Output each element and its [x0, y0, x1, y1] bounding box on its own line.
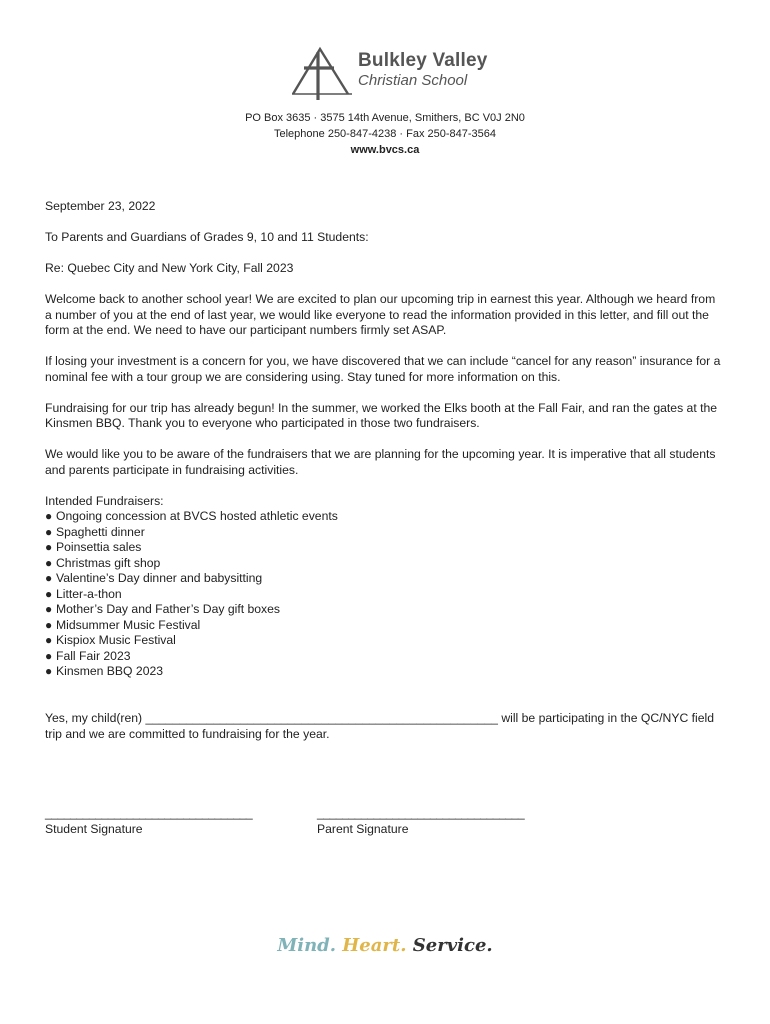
- letter-body: [45, 199, 725, 680]
- school-logo: [290, 44, 490, 102]
- bullet-icon: ●: [45, 509, 53, 523]
- bullet-icon: ●: [45, 524, 53, 539]
- list-item: ● Spaghetti dinner: [45, 524, 145, 539]
- letterhead-address-block: [0, 110, 770, 158]
- phone-fax: Telephone 250-847-4238 · Fax 250-847-3564: [274, 128, 496, 140]
- student-signature-label: Student Signature: [45, 821, 143, 836]
- bullet-icon: ●: [45, 571, 53, 585]
- student-signature-block: [45, 806, 252, 837]
- letter-date: September 23, 2022: [45, 199, 156, 213]
- postal-address: PO Box 3635 · 3575 14th Avenue, Smithers, BC V0J 2N0: [245, 112, 525, 124]
- list-item: ● Kispiox Music Festival: [45, 633, 176, 647]
- list-item: ● Mother’s Day and Father’s Day gift boxes: [45, 602, 280, 616]
- list-item: ● Kinsmen BBQ 2023: [45, 664, 164, 678]
- paragraph-welcome: Welcome back to another school year! We are excited to plan our upcoming trip in earnest this year. Although we heard from a number of you at the end of last year, we would like everyone to read the information provided in this letter, and fill out the form at the end. We need to have our participant numbers firmly set ASAP.: [45, 292, 716, 337]
- bullet-icon: ●: [45, 664, 53, 678]
- school-subtitle: Christian School: [358, 72, 468, 89]
- parent-signature-label: Parent Signature: [317, 821, 409, 836]
- paragraph-planned-fundraisers: We would like you to be aware of the fundraisers that we are planning for the upcoming year. It is imperative that all students and parents participate in fundraising activities.: [45, 447, 716, 477]
- list-item: ● Midsummer Music Festival: [45, 617, 201, 632]
- fundraisers-list-title: Intended Fundraisers:: [45, 493, 164, 508]
- bullet-icon: ●: [45, 648, 53, 663]
- paragraph-fundraising-begun: Fundraising for our trip has already begun! In the summer, we worked the Elks booth at the Fall Fair, and ran the gates at the Kinsmen BBQ. Thank you to everyone who participated in those two fundraisers.: [45, 400, 718, 430]
- parent-signature-block: [317, 806, 524, 837]
- bullet-icon: ●: [45, 555, 53, 570]
- paragraph-insurance: If losing your investment is a concern for you, we have discovered that we can include “cancel for any reason” insurance for a nominal fee with a tour group we are considering using. Stay tuned for more information on this.: [45, 354, 721, 384]
- school-motto: [0, 935, 770, 956]
- motto-heart: Heart.: [342, 935, 407, 956]
- bullet-icon: ●: [45, 540, 53, 554]
- bullet-icon: ●: [45, 586, 53, 601]
- school-name: Bulkley Valley: [358, 50, 488, 71]
- list-item: ● Poinsettia sales: [45, 540, 142, 554]
- website-link[interactable]: www.bvcs.ca: [350, 144, 420, 156]
- letter-subject: Re: Quebec City and New York City, Fall 2023: [45, 261, 294, 275]
- fundraisers-list: [45, 509, 725, 680]
- motto-mind: Mind.: [277, 935, 337, 956]
- parent-signature-line: _________________________________: [317, 806, 525, 820]
- list-item: ● Valentine’s Day dinner and babysitting: [45, 571, 263, 585]
- motto-service: Service.: [412, 935, 493, 956]
- list-item: ● Ongoing concession at BVCS hosted athletic events: [45, 509, 338, 523]
- list-item: ● Litter-a-thon: [45, 586, 122, 601]
- student-signature-line: _________________________________: [45, 806, 253, 820]
- bullet-icon: ●: [45, 633, 53, 647]
- cross-logo-icon: [290, 44, 356, 102]
- bullet-icon: ●: [45, 617, 53, 632]
- consent-statement: Yes, my child(ren) ____________________________________________________ will be participating in the QC/NYC field trip and we are committed to fundraising for the year.: [45, 711, 715, 741]
- letter-salutation: To Parents and Guardians of Grades 9, 10 and 11 Students:: [45, 230, 369, 244]
- list-item: ● Fall Fair 2023: [45, 648, 131, 663]
- bullet-icon: ●: [45, 602, 53, 616]
- list-item: ● Christmas gift shop: [45, 555, 161, 570]
